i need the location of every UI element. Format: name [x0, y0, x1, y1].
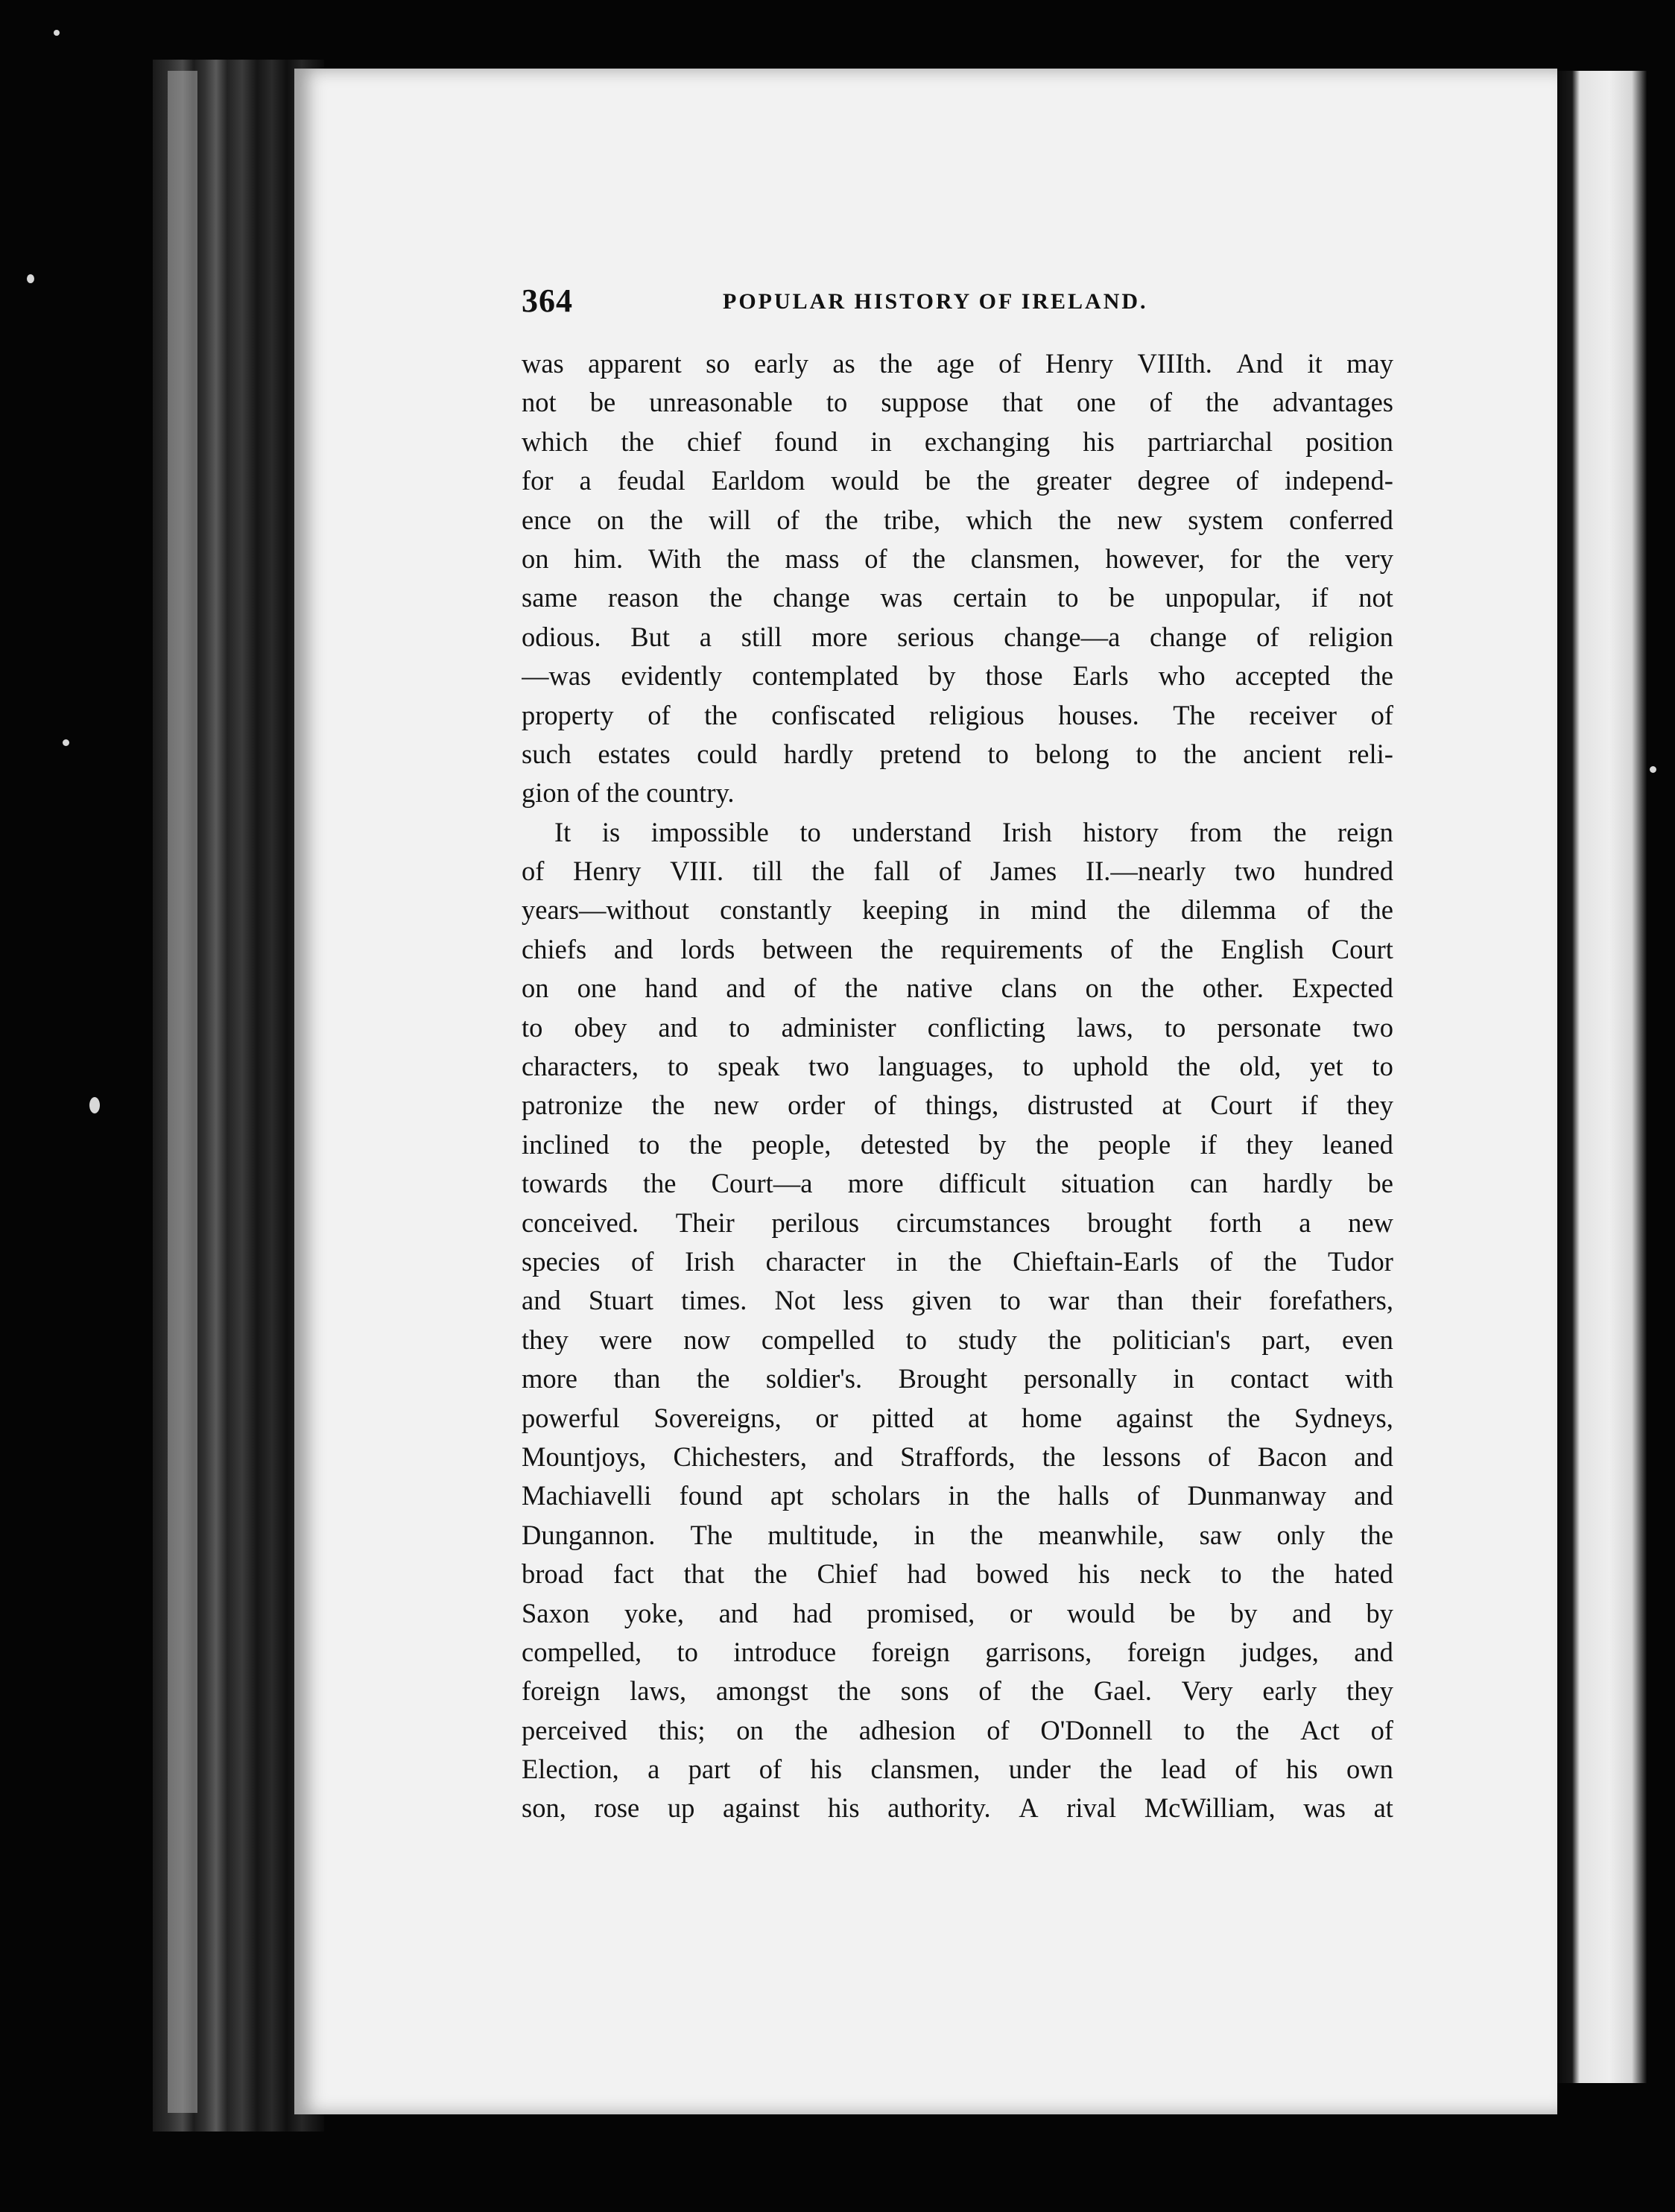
text-line: such estates could hardly pretend to belong to the ancient reli-	[522, 738, 1393, 769]
text-line: conceived. Their perilous circumstances brought forth a new	[522, 1207, 1393, 1238]
text-line: species of Irish character in the Chieftain-Earls of the Tudor	[522, 1245, 1393, 1277]
paragraph	[522, 344, 1393, 813]
text-line: property of the confiscated religious houses. The receiver of	[522, 699, 1393, 730]
text-line: Dungannon. The multitude, in the meanwhile, saw only the	[522, 1519, 1393, 1550]
scan-speck	[1650, 766, 1656, 773]
text-line: compelled, to introduce foreign garrisons, foreign judges, and	[522, 1636, 1393, 1667]
page-number: 364	[522, 282, 573, 319]
text-line: Saxon yoke, and had promised, or would be by and by	[522, 1597, 1393, 1628]
book-page-edges-highlight	[168, 71, 197, 2113]
text-line: patronize the new order of things, distrusted at Court if they	[522, 1090, 1393, 1121]
text-line: to obey and to administer conflicting laws, to personate two	[522, 1011, 1393, 1043]
text-line: ence on the will of the tribe, which the new system conferred	[522, 504, 1393, 535]
text-line: gion of the country.	[522, 777, 735, 809]
scan-speck	[63, 739, 69, 746]
text-line: Election, a part of his clansmen, under the lead of his own	[522, 1754, 1393, 1785]
text-line: more than the soldier's. Brought personally in contact with	[522, 1363, 1393, 1394]
text-line: perceived this; on the adhesion of O'Donnell to the Act of	[522, 1714, 1393, 1745]
text-line: odious. But a still more serious change—a change of religion	[522, 621, 1393, 652]
text-line: which the chief found in exchanging his partriarchal position	[522, 426, 1393, 457]
scan-speck	[89, 1097, 100, 1113]
scan-speck	[27, 274, 34, 283]
text-line: Machiavelli found apt scholars in the halls of Dunmanway and	[522, 1480, 1393, 1511]
text-line: inclined to the people, detested by the people if they leaned	[522, 1128, 1393, 1160]
text-line: on him. With the mass of the clansmen, however, for the very	[522, 543, 1393, 574]
text-line: powerful Sovereigns, or pitted at home against the Sydneys,	[522, 1402, 1393, 1433]
facing-page-edge	[1557, 71, 1647, 2083]
text-line: characters, to speak two languages, to uphold the old, yet to	[522, 1051, 1393, 1082]
text-line: broad fact that the Chief had bowed his neck to the hated	[522, 1558, 1393, 1590]
body-text	[522, 344, 1393, 1828]
text-line: son, rose up against his authority. A rival McWilliam, was at	[522, 1792, 1393, 1824]
text-line: towards the Court—a more difficult situation can hardly be	[522, 1168, 1393, 1199]
text-line: chiefs and lords between the requirements of the English Court	[522, 933, 1393, 964]
text-line: Mountjoys, Chichesters, and Straffords, the lessons of Bacon and	[522, 1441, 1393, 1472]
text-line: on one hand and of the native clans on the other. Expected	[522, 973, 1393, 1004]
text-line: foreign laws, amongst the sons of the Gael. Very early they	[522, 1675, 1393, 1707]
paragraph	[522, 813, 1393, 1828]
page-header	[522, 282, 1215, 334]
running-title: POPULAR HISTORY OF IRELAND.	[723, 289, 1148, 314]
text-line: years—without constantly keeping in mind the dilemma of the	[522, 894, 1393, 926]
text-line: and Stuart times. Not less given to war than their forefathers,	[522, 1285, 1393, 1316]
text-line: they were now compelled to study the politician's part, even	[522, 1324, 1393, 1355]
text-line: for a feudal Earldom would be the greater degree of independ-	[522, 465, 1393, 496]
text-line: It is impossible to understand Irish history from the reign	[554, 816, 1393, 847]
text-line: of Henry VIII. till the fall of James II.—nearly two hundred	[522, 856, 1393, 887]
text-line: same reason the change was certain to be unpopular, if not	[522, 582, 1393, 613]
text-line: was apparent so early as the age of Henry VIIIth. And it may	[522, 348, 1393, 379]
text-line: not be unreasonable to suppose that one of the advantages	[522, 387, 1393, 418]
text-line: —was evidently contemplated by those Earls who accepted the	[522, 660, 1393, 692]
scan-speck	[54, 30, 60, 36]
